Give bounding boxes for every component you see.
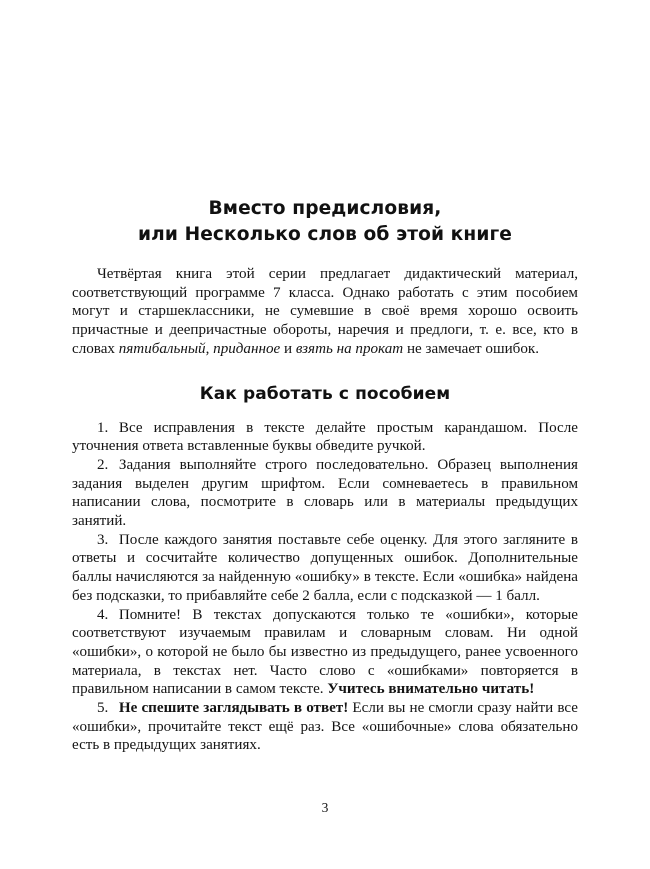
list-item-3-text: После каждого занятия поставьте себе оценку. Для этого загляните в ответы и сосчитайте количество допущенных ошибок. Дополнительные баллы начисляются за найденную «ошибку» в тексте. Если «ошибка» найдена без подсказки, то прибавляйте себе 2 балла, если с подсказкой — 1 балл. <box>72 531 578 604</box>
intro-text-part-3: и <box>280 340 296 357</box>
list-item-1-number: 1. <box>97 419 119 436</box>
page-title-line-2: или Несколько слов об этой книге <box>138 224 512 245</box>
page-title <box>72 196 578 248</box>
list-item-1-text: Все исправления в тексте делайте простым карандашом. После уточнения ответа вставленные буквы обведите ручкой. <box>72 419 578 455</box>
list-item-4-text: Помните! В текстах допускаются только те «ошибки», которые соответствуют изучаемым правилам и словарным словам. Ни одной «ошибки», о которой не было бы известно из предыдущего, ранее усвоенного материала, в текстах нет. Часто слово с «ошибками» повторяется в правильном написании в самом тексте. <box>72 606 578 698</box>
list-item-5-number: 5. <box>97 700 119 717</box>
text-column <box>72 0 578 755</box>
page-title-line-1: Вместо предисловия, <box>208 198 442 219</box>
list-item-4 <box>72 606 578 700</box>
list-item-4-bold-tail: Учитесь внимательно читать! <box>327 681 535 698</box>
list-item-3 <box>72 531 578 606</box>
intro-italic-term-2: приданное <box>213 340 281 357</box>
list-item-4-number: 4. <box>97 606 119 623</box>
intro-paragraph <box>72 265 578 359</box>
intro-text-part-1: Четвёртая книга этой серии предлагает дидактический материал, соответствующий программе 7 класса. Однако работать с этим пособием могут и старшеклассники, не сумевшие в своё время хорошо освоить причастные и деепричастные обороты, наречия и предлоги, т. е. все, кто в словах <box>72 266 578 357</box>
list-item-2-number: 2. <box>97 456 119 473</box>
intro-text-part-4: не замечает ошибок. <box>403 340 540 357</box>
section-heading: Как работать с пособием <box>199 383 451 404</box>
intro-italic-term-3: взять на прокат <box>295 340 404 357</box>
list-item-2 <box>72 456 578 531</box>
list-item-5-bold-lead: Не спешите заглядывать в ответ! <box>118 700 349 717</box>
list-item-2-text: Задания выполняйте строго последовательно. Образец выполнения задания выделен другим шрифтом. Если сомневаетесь в правильном написании слова, посмотрите в словарь или в материалы предыдущих занятий. <box>72 456 578 530</box>
list-item-3-number: 3. <box>97 531 119 548</box>
list-item-5-text: Если вы не смогли сразу найти все «ошибки», прочитайте текст ещё раз. Все «ошибочные» слова обязательно есть в предыдущих занятиях. <box>72 700 579 754</box>
intro-italic-term-1: пятибальный <box>118 340 206 357</box>
list-item-5 <box>72 699 578 755</box>
page-number: 3 <box>321 800 329 815</box>
list-item-1 <box>72 419 578 456</box>
intro-text-part-2: , <box>205 340 214 357</box>
